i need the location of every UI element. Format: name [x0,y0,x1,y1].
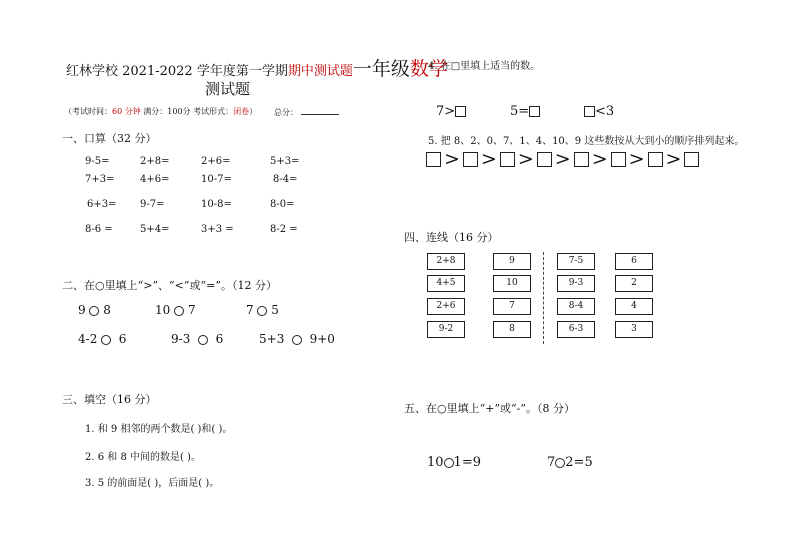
connect-box[interactable]: 2+8 [427,253,465,270]
calc-item: 2+8= [140,156,170,167]
page-title-line2: 测试题 [205,80,251,98]
connect-box[interactable]: 8-4 [557,298,595,315]
page-title [66,54,448,81]
compare-item: 10 7 [155,303,196,317]
connect-box[interactable]: 9-3 [557,275,595,292]
calc-item: 6+3= [87,199,117,210]
section4-title: 4. 在□里填上适当的数。 [428,61,541,72]
sign-equation: 10 1=9 [427,455,481,470]
blank-square[interactable] [463,152,478,167]
blank-circle[interactable] [198,335,208,345]
blank-circle[interactable] [89,306,99,316]
blank-square[interactable] [584,106,595,117]
blank-square[interactable] [500,152,515,167]
blank-circle[interactable] [555,458,565,468]
calc-item: 10-8= [201,199,232,210]
fill-box-item: <3 [584,104,614,119]
title-subject: 数学 [409,58,448,80]
blank-circle[interactable] [292,335,302,345]
connect-box[interactable]: 7-5 [557,253,595,270]
connect-box[interactable]: 8 [493,321,531,338]
blank-square[interactable] [426,152,441,167]
compare-item: 7 5 [246,303,279,317]
connect-box[interactable]: 7 [493,298,531,315]
connect-divider [543,252,544,344]
blank-square[interactable] [684,152,699,167]
compare-item: 9-3 6 [171,332,224,346]
calc-item: 5+3= [270,156,300,167]
exam-score: 100分 [167,107,191,116]
blank-circle[interactable] [444,458,454,468]
calc-item: 3+3 = [201,224,234,235]
exam-time: 60 分钟 [112,107,141,116]
section3-title: 三、填空（16 分） [62,393,157,406]
calc-item: 5+4= [140,224,170,235]
blank-square[interactable] [574,152,589,167]
sign-equation: 7 2=5 [547,455,593,470]
blank-circle[interactable] [101,335,111,345]
compare-item: 4-2 6 [78,332,127,346]
total-score-blank[interactable] [301,106,339,115]
blank-circle[interactable] [257,306,267,316]
order-chain: > > > > > > > [426,148,699,170]
connect-box[interactable]: 6-3 [557,321,595,338]
connect-box[interactable]: 4+5 [427,275,465,292]
fill-question-3: 3. 5 的前面是( )，后面是( )。 [85,478,220,489]
fill-box-item: 5= [510,104,540,119]
calc-item: 8-0= [270,199,295,210]
blank-square[interactable] [529,106,540,117]
calc-item: 2+6= [201,156,231,167]
connect-box[interactable]: 3 [615,321,653,338]
connect-box[interactable]: 9 [493,253,531,270]
connect-box[interactable]: 10 [493,275,531,292]
blank-square[interactable] [648,152,663,167]
calc-item: 4+6= [140,174,170,185]
blank-circle[interactable] [174,306,184,316]
section1-title: 一、口算（32 分） [62,132,157,145]
blank-square[interactable] [611,152,626,167]
connect-title: 四、连线（16 分） [404,231,499,244]
exam-form: 闭卷 [233,107,250,116]
calc-item: 10-7= [201,174,232,185]
title-school: 红林学校 2021-2022 学年度第一学期 [66,64,288,79]
section2-title: 二、在○里填上“>”、“<”或“=”。（12 分） [62,279,277,292]
calc-item: 8-2 = [270,224,298,235]
title-grade: 一年级 [352,58,410,80]
calc-item: 9-7= [140,199,165,210]
exam-info: （考试时间：60 分钟 满分：100分 考试形式：闭卷） [64,107,258,116]
fill-box-item: 7> [436,104,466,119]
calc-item: 8-6 = [85,224,113,235]
compare-item: 5+3 9+0 [259,332,335,346]
blank-square[interactable] [537,152,552,167]
calc-item: 7+3= [85,174,115,185]
connect-box[interactable]: 2 [615,275,653,292]
compare-item: 9 8 [78,303,111,317]
calc-item: 9-5= [85,156,110,167]
section6-title: 五、在○里填上“+”或“-”。（8 分） [404,402,576,415]
connect-box[interactable]: 6 [615,253,653,270]
calc-item: 8-4= [273,174,298,185]
connect-box[interactable]: 4 [615,298,653,315]
connect-box[interactable]: 2+6 [427,298,465,315]
fill-question-2: 2. 6 和 8 中间的数是( )。 [85,452,201,463]
total-score: 总分： [274,106,339,118]
section5-title: 5. 把 8、2、0、7、1、4、10、9 这些数按从大到小的顺序排列起来。 [428,136,745,147]
blank-square[interactable] [455,106,466,117]
title-exam: 期中测试题 [287,64,353,79]
connect-box[interactable]: 9-2 [427,321,465,338]
fill-question-1: 1. 和 9 相邻的两个数是( )和( )。 [85,424,233,435]
